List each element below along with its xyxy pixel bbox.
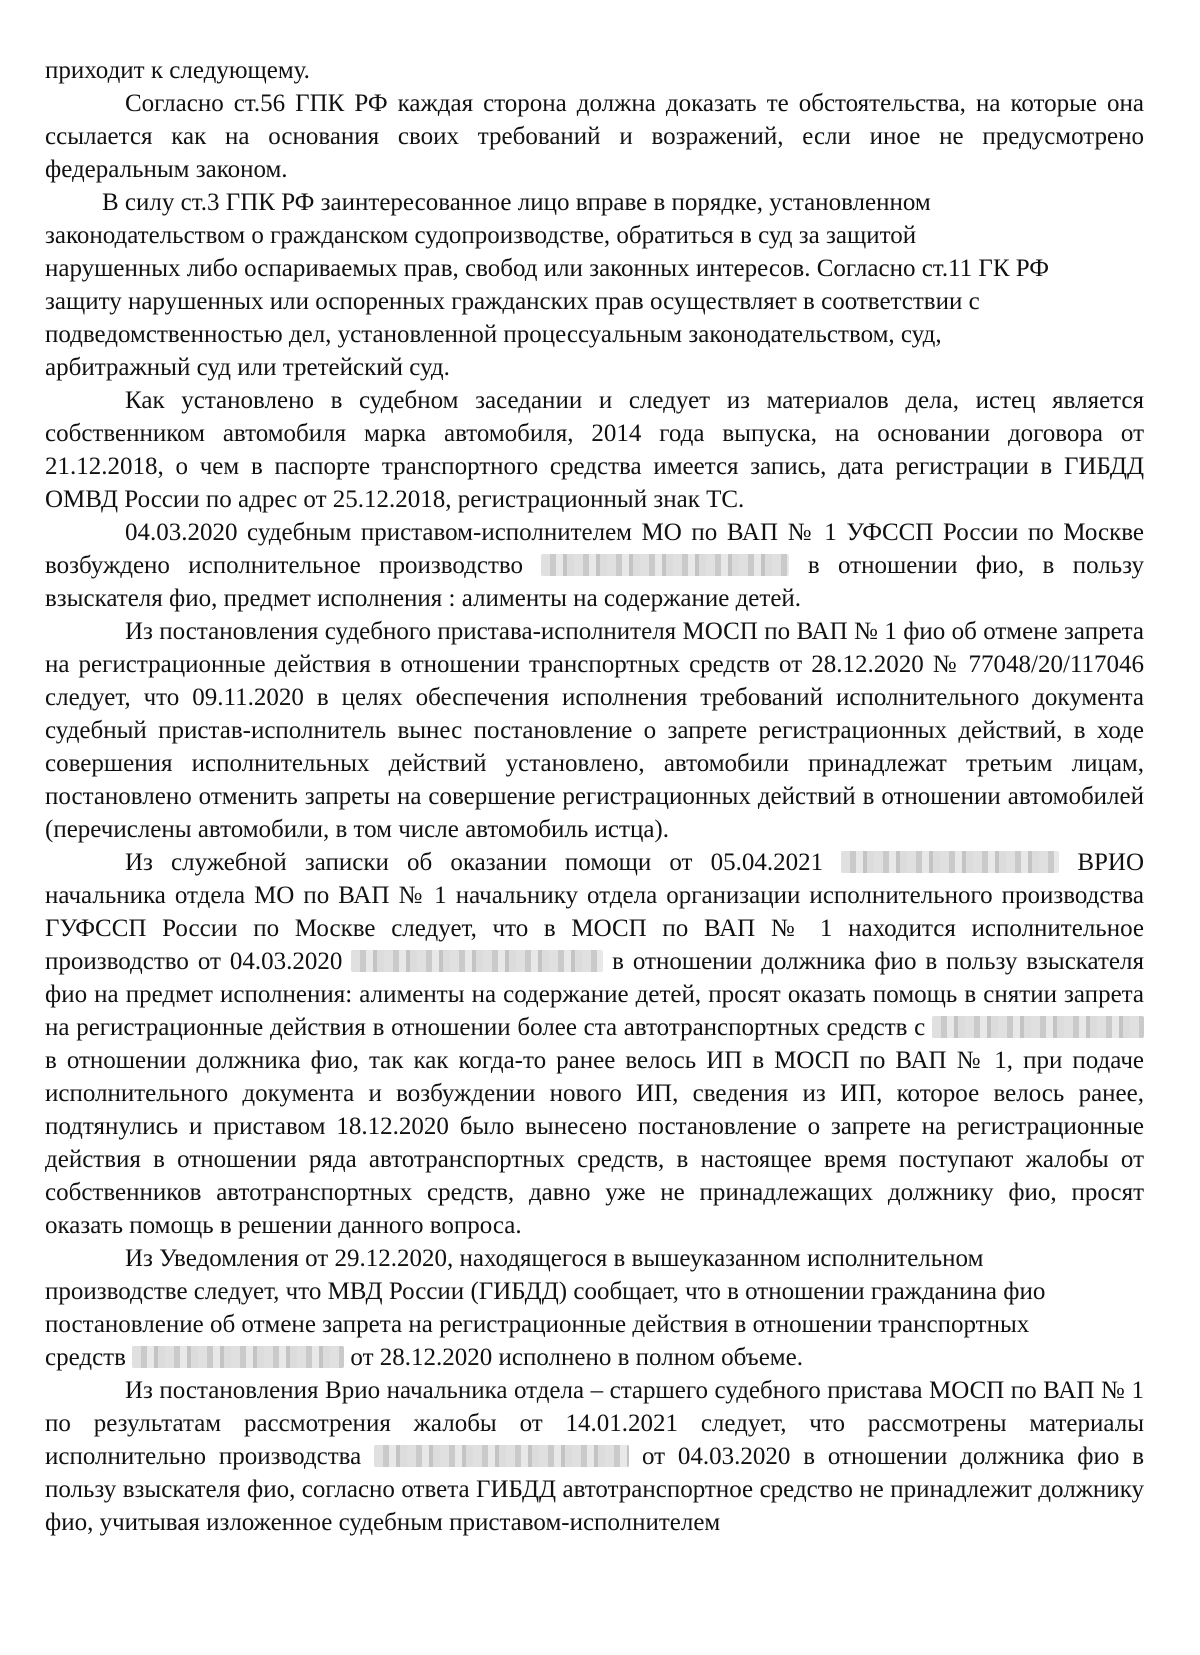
text-line: производстве следует, что МВД России (ГИБДД) сообщает, что в отношении гражданина фио: [45, 1278, 1046, 1305]
text-line: подведомственностью дел, установленной процессуальным законодательством, суд,: [45, 321, 942, 348]
text-line: защиту нарушенных или оспоренных гражданских прав осуществляет в соответствии с: [45, 288, 980, 315]
paragraph-resolution: Из постановления судебного пристава-исполнителя МОСП по ВАП № 1 фио об отмене запрета на регистрационные действия в отношении транспортных средств от 28.12.2020 № 77048/20/117046 следует, что 09.11.2020 в целях обеспечения исполнения требований исполнительного документа судебный пристав-исполнитель вынес постановление о запрете регистрационных действий, в ходе совершения исполнительных действий установлено, автомобили принадлежат третьим лицам, постановлено отменить запреты на совершение регистрационных действий в отношении автомобилей (перечислены автомобили, в том числе автомобиль истца).: [45, 618, 1144, 843]
paragraph-intro: приходит к следующему.: [45, 57, 310, 84]
redacted-case-number: [932, 1016, 1144, 1038]
paragraph-art3: [45, 186, 1144, 384]
text-segment: в отношении должника фио в пользу взыскателя фио на предмет исполнения: алименты на содержание детей, просят оказать помощь в снятии запрета на регистрационные действия в отношении более ста автотранспортных средств с: [45, 948, 1145, 1041]
text-line: законодательством о гражданском судопроизводстве, обратиться в суд за защитой: [45, 222, 917, 249]
paragraph-art56: Согласно ст.56 ГПК РФ каждая сторона должна доказать те обстоятельства, на которые она ссылается как на основания своих требований и возражений, если иное не предусмотрено федеральным законом.: [45, 90, 1144, 183]
text-segment: средств: [45, 1344, 126, 1371]
text-segment: ВРИО начальника отдела МО по ВАП № 1 начальнику отдела организации исполнительного производства ГУФССП России по Москве следует, что в МОСП по ВАП № 1 находится исполнительное производство от 04.03.2020: [45, 849, 1144, 975]
text-line: В силу ст.3 ГПК РФ заинтересованное лицо вправе в порядке, установленном: [102, 189, 931, 216]
paragraph-notification: [45, 1242, 1144, 1374]
text-segment: Из служебной записки об оказании помощи от 05.04.2021: [125, 849, 824, 876]
text-segment: Из постановления Врио начальника отдела – старшего судебного пристава МОСП по ВАП № 1 по результатам рассмотрения жалобы от 14.01.2021 следует, что рассмотрены материалы исполнительно производства: [45, 1377, 1144, 1470]
text-line: постановление об отмене запрета на регистрационные действия в отношении транспортных: [45, 1311, 1030, 1338]
redacted-case-number: [132, 1346, 344, 1368]
text-line: арбитражный суд или третейский суд.: [45, 354, 450, 381]
paragraph-complaint: [45, 1374, 1144, 1539]
text-segment: 04.03.2020 судебным приставом-исполнителем МО по ВАП № 1 УФССП России по Москве возбуждено исполнительное производство: [45, 519, 1144, 579]
text-segment: в отношении фио, в пользу взыскателя фио, предмет исполнения : алименты на содержание детей.: [45, 552, 1145, 612]
redacted-case-number: [374, 1445, 629, 1467]
redacted-case-number: [351, 950, 603, 972]
paragraph-enforcement: [45, 516, 1144, 615]
text-segment: от 04.03.2020 в отношении должника фио в пользу взыскателя фио, согласно ответа ГИБДД автотранспортное средство не принадлежит должнику фио, учитывая изложенное судебным приставом-исполнителем: [45, 1443, 1144, 1536]
text-segment: от 28.12.2020 исполнено в полном объеме.: [350, 1344, 803, 1371]
redacted-case-number: [541, 554, 789, 576]
text-line: Из Уведомления от 29.12.2020, находящегося в вышеуказанном исполнительном: [125, 1245, 984, 1272]
redacted-memo-number: [841, 851, 1059, 873]
text-line: [45, 1341, 1144, 1374]
text-line: нарушенных либо оспариваемых прав, свобод или законных интересов. Согласно ст.11 ГК РФ: [45, 255, 1050, 282]
paragraph-memo: [45, 846, 1144, 1242]
text-segment: в отношении должника фио, так как когда-то ранее велось ИП в МОСП по ВАП № 1, при подаче исполнительного документа и возбуждении нового ИП, сведения из ИП, которое велось ранее, подтянулись и приставом 18.12.2020 было вынесено постановление о запрете на регистрационные действия в отношении ряда автотранспортных средств, в настоящее время поступают жалобы от собственников автотранспортных средств, давно уже не принадлежащих должнику фио, просят оказать помощь в решении данного вопроса.: [45, 1047, 1144, 1239]
paragraph-ownership: Как установлено в судебном заседании и следует из материалов дела, истец является собственником автомобиля марка автомобиля, 2014 года выпуска, на основании договора от 21.12.2018, о чем в паспорте транспортного средства имеется запись, дата регистрации в ГИБДД ОМВД России по адрес от 25.12.2018, регистрационный знак ТС.: [45, 387, 1144, 513]
